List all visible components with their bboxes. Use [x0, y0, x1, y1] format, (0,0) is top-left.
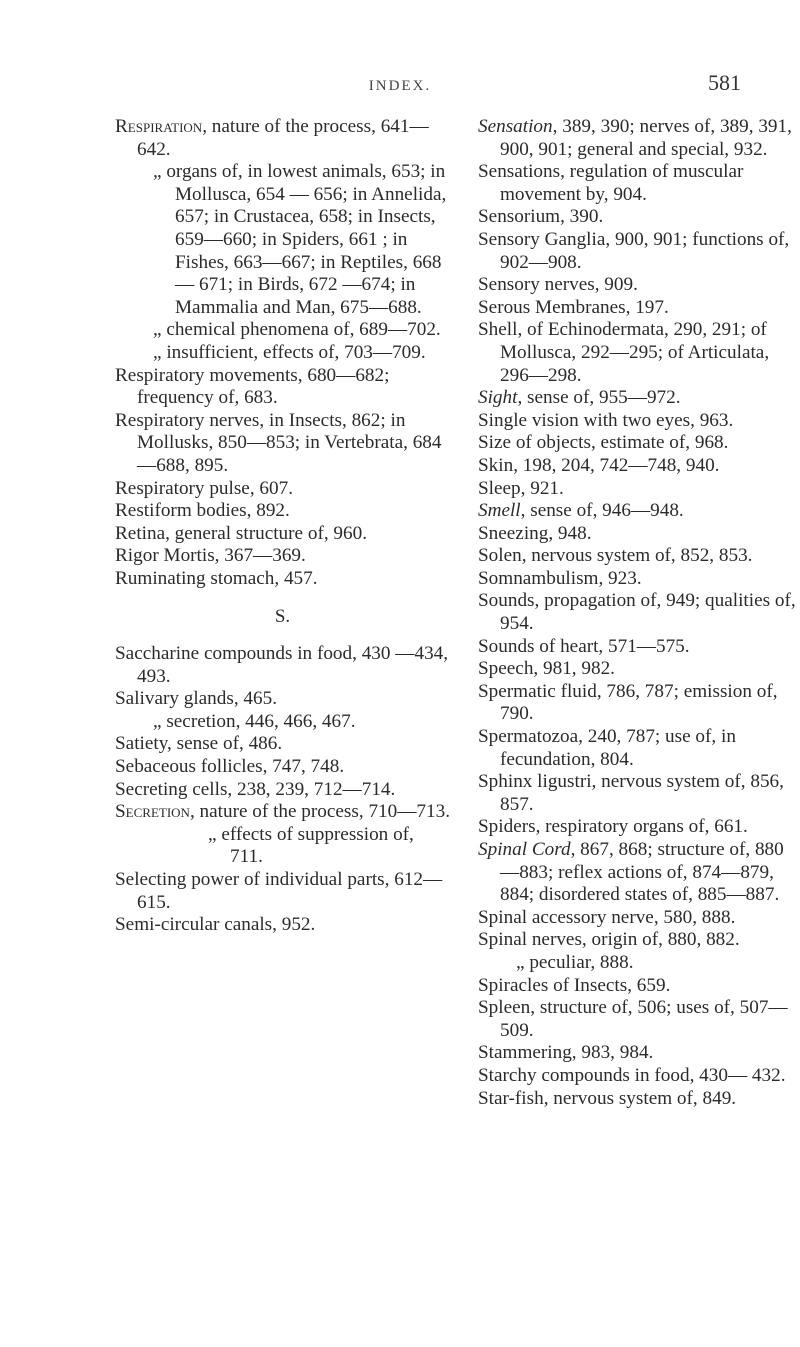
entry-text: Spermatic fluid, 786, 787; emission of, 790. — [478, 680, 778, 725]
entry-text: Spiracles of Insects, 659. — [478, 974, 671, 996]
entry-text: Spermatozoa, 240, 787; use of, in fecundation, 804. — [478, 726, 736, 770]
entry-text: Somnambulism, 923. — [478, 567, 642, 589]
index-entry — [115, 643, 450, 688]
entry-heading: Smell — [478, 500, 521, 522]
index-subentry — [115, 824, 450, 869]
section-letter: S. — [274, 606, 291, 628]
entry-text: Sensory nerves, 909. — [478, 274, 638, 296]
entry-text: Sounds of heart, 571—575. — [478, 635, 690, 657]
index-entry — [478, 726, 798, 771]
index-entry — [115, 410, 450, 478]
index-entry — [478, 319, 798, 387]
index-entry — [478, 387, 798, 410]
index-entry — [478, 1088, 798, 1111]
entry-text: Size of objects, estimate of, 968. — [478, 432, 729, 454]
entry-text: Single vision with two eyes, 963. — [478, 409, 734, 431]
entry-text: , sense of, 955—972. — [517, 387, 681, 409]
entry-text: „ insufficient, effects of, 703—709. — [153, 341, 426, 363]
index-entry — [115, 869, 450, 914]
entry-text: Spleen, structure of, 506; uses of, 507—509. — [478, 997, 788, 1041]
entry-text: Sensory Ganglia, 900, 901; functions of, 902—908. — [478, 228, 790, 273]
index-subentry — [478, 952, 798, 975]
entry-text: Stammering, 983, 984. — [478, 1042, 654, 1064]
entry-text: Selecting power of individual parts, 612—615. — [115, 869, 443, 913]
index-entry — [115, 756, 450, 779]
index-entry — [478, 975, 798, 998]
index-entry — [478, 545, 798, 568]
entry-text: Semi-circular canals, 952. — [115, 914, 316, 936]
index-entry — [478, 997, 798, 1042]
entry-text: Saccharine compounds in food, 430 —434, 493. — [115, 643, 449, 687]
index-entry — [478, 658, 798, 681]
index-entry — [478, 500, 798, 523]
index-entry — [115, 914, 450, 937]
entry-text: Spinal accessory nerve, 580, 888. — [478, 906, 736, 928]
index-entry — [478, 455, 798, 478]
entry-text: „ peculiar, 888. — [516, 951, 634, 973]
entry-text: , 389, 390; nerves of, 389, 391, 900, 901; general and special, 932. — [500, 116, 792, 160]
entry-text: Sounds, propagation of, 949; qualities of, 954. — [478, 590, 796, 635]
index-entry — [478, 816, 798, 839]
index-entry — [115, 500, 450, 523]
entry-text: Respiratory movements, 680—682; frequency of, 683. — [115, 364, 390, 409]
page-number: 581 — [708, 70, 741, 95]
entry-text: „ organs of, in lowest animals, 653; in Mollusca, 654 — 656; in Annelida, 657; in Crustacea, 658; in Insects, 659—660; in Spiders, 661 ; in Fishes, 663—667; in Reptiles, 668— 671; in Birds, 672 —674; in Mammalia and Man, 675—688. — [153, 161, 447, 318]
index-entry — [478, 590, 798, 635]
entry-text: Spinal nerves, origin of, 880, 882. — [478, 929, 740, 951]
entry-text: Ruminating stomach, 457. — [115, 567, 318, 589]
entry-text: Respiratory pulse, 607. — [115, 477, 293, 499]
entry-text: Respiratory nerves, in Insects, 862; in Mollusks, 850—853; in Vertebrata, 684—688, 895. — [115, 409, 442, 476]
index-entry — [478, 1065, 798, 1088]
index-entry — [478, 681, 798, 726]
entry-text: Sleep, 921. — [478, 477, 564, 499]
entry-text: Sebaceous follicles, 747, 748. — [115, 756, 345, 778]
entry-text: Satiety, sense of, 486. — [115, 733, 283, 755]
index-entry — [478, 206, 798, 229]
index-entry — [478, 636, 798, 659]
index-entry — [115, 365, 450, 410]
entry-text: „ chemical phenomena of, 689—702. — [153, 319, 441, 341]
index-entry — [478, 432, 798, 455]
entry-text: Sneezing, 948. — [478, 522, 592, 544]
entry-text: , nature of the process, 710—713. — [189, 801, 450, 823]
index-entry — [115, 801, 450, 824]
entry-text: Secreting cells, 238, 239, 712—714. — [115, 778, 396, 800]
entry-text: Speech, 981, 982. — [478, 658, 615, 680]
entry-text: Shell, of Echinodermata, 290, 291; of Mollusca, 292—295; of Articulata, 296—298. — [478, 319, 770, 386]
entry-heading: Spinal Cord — [478, 839, 571, 860]
index-entry — [478, 568, 798, 591]
entry-text: Rigor Mortis, 367—369. — [115, 545, 306, 567]
entry-text: Retina, general structure of, 960. — [115, 522, 368, 544]
entry-text: , nature of the process, 641—642. — [137, 116, 429, 160]
entry-heading: Sight — [478, 387, 518, 409]
entry-text: Skin, 198, 204, 742—748, 940. — [478, 454, 720, 476]
index-subentry — [115, 161, 450, 319]
index-entry — [115, 478, 450, 501]
index-entry — [115, 116, 450, 161]
entry-text: Sensorium, 390. — [478, 206, 604, 228]
entry-text: Star-fish, nervous system of, 849. — [478, 1087, 737, 1109]
entry-heading: Respiration — [115, 116, 203, 137]
index-subentry — [115, 319, 450, 342]
entry-text: Salivary glands, 465. — [115, 688, 278, 710]
entry-heading: Secretion — [115, 801, 190, 823]
index-entry — [478, 907, 798, 930]
index-entry — [478, 771, 798, 816]
index-entry — [478, 410, 798, 433]
page-header-title: INDEX. — [368, 78, 432, 94]
entry-text: „ secretion, 446, 466, 467. — [153, 710, 356, 732]
index-entry — [478, 116, 798, 161]
entry-text: Serous Membranes, 197. — [478, 296, 669, 318]
index-entry — [478, 229, 798, 274]
index-column-left — [115, 116, 450, 937]
index-entry — [478, 297, 798, 320]
index-entry — [115, 523, 450, 546]
index-subentry — [115, 711, 450, 734]
entry-text: „ effects of suppression of, 711. — [208, 823, 414, 868]
index-entry — [478, 274, 798, 297]
index-entry — [115, 779, 450, 802]
entry-heading: Sensation — [478, 116, 553, 137]
entry-text: Restiform bodies, 892. — [115, 500, 290, 522]
entry-text: Sensations, regulation of muscular movement by, 904. — [478, 161, 744, 205]
index-entry — [478, 1042, 798, 1065]
entry-text: Sphinx ligustri, nervous system of, 856, 857. — [478, 771, 784, 815]
entry-text: Starchy compounds in food, 430— 432. — [478, 1064, 786, 1086]
index-entry — [115, 545, 450, 568]
index-entry — [478, 839, 798, 907]
entry-text: , 867, 868; structure of, 880—883; reflex actions of, 874—879, 884; disordered states of, 885—887. — [500, 839, 784, 906]
entry-text: Spiders, respiratory organs of, 661. — [478, 816, 748, 838]
index-entry — [478, 523, 798, 546]
index-entry — [478, 161, 798, 206]
entry-text: Solen, nervous system of, 852, 853. — [478, 545, 753, 567]
index-entry — [115, 733, 450, 756]
entry-text: , sense of, 946—948. — [520, 500, 684, 522]
index-column-right — [478, 116, 798, 1110]
index-entry — [115, 568, 450, 591]
index-entry — [478, 478, 798, 501]
index-entry — [478, 929, 798, 952]
index-entry — [115, 688, 450, 711]
index-subentry — [115, 342, 450, 365]
